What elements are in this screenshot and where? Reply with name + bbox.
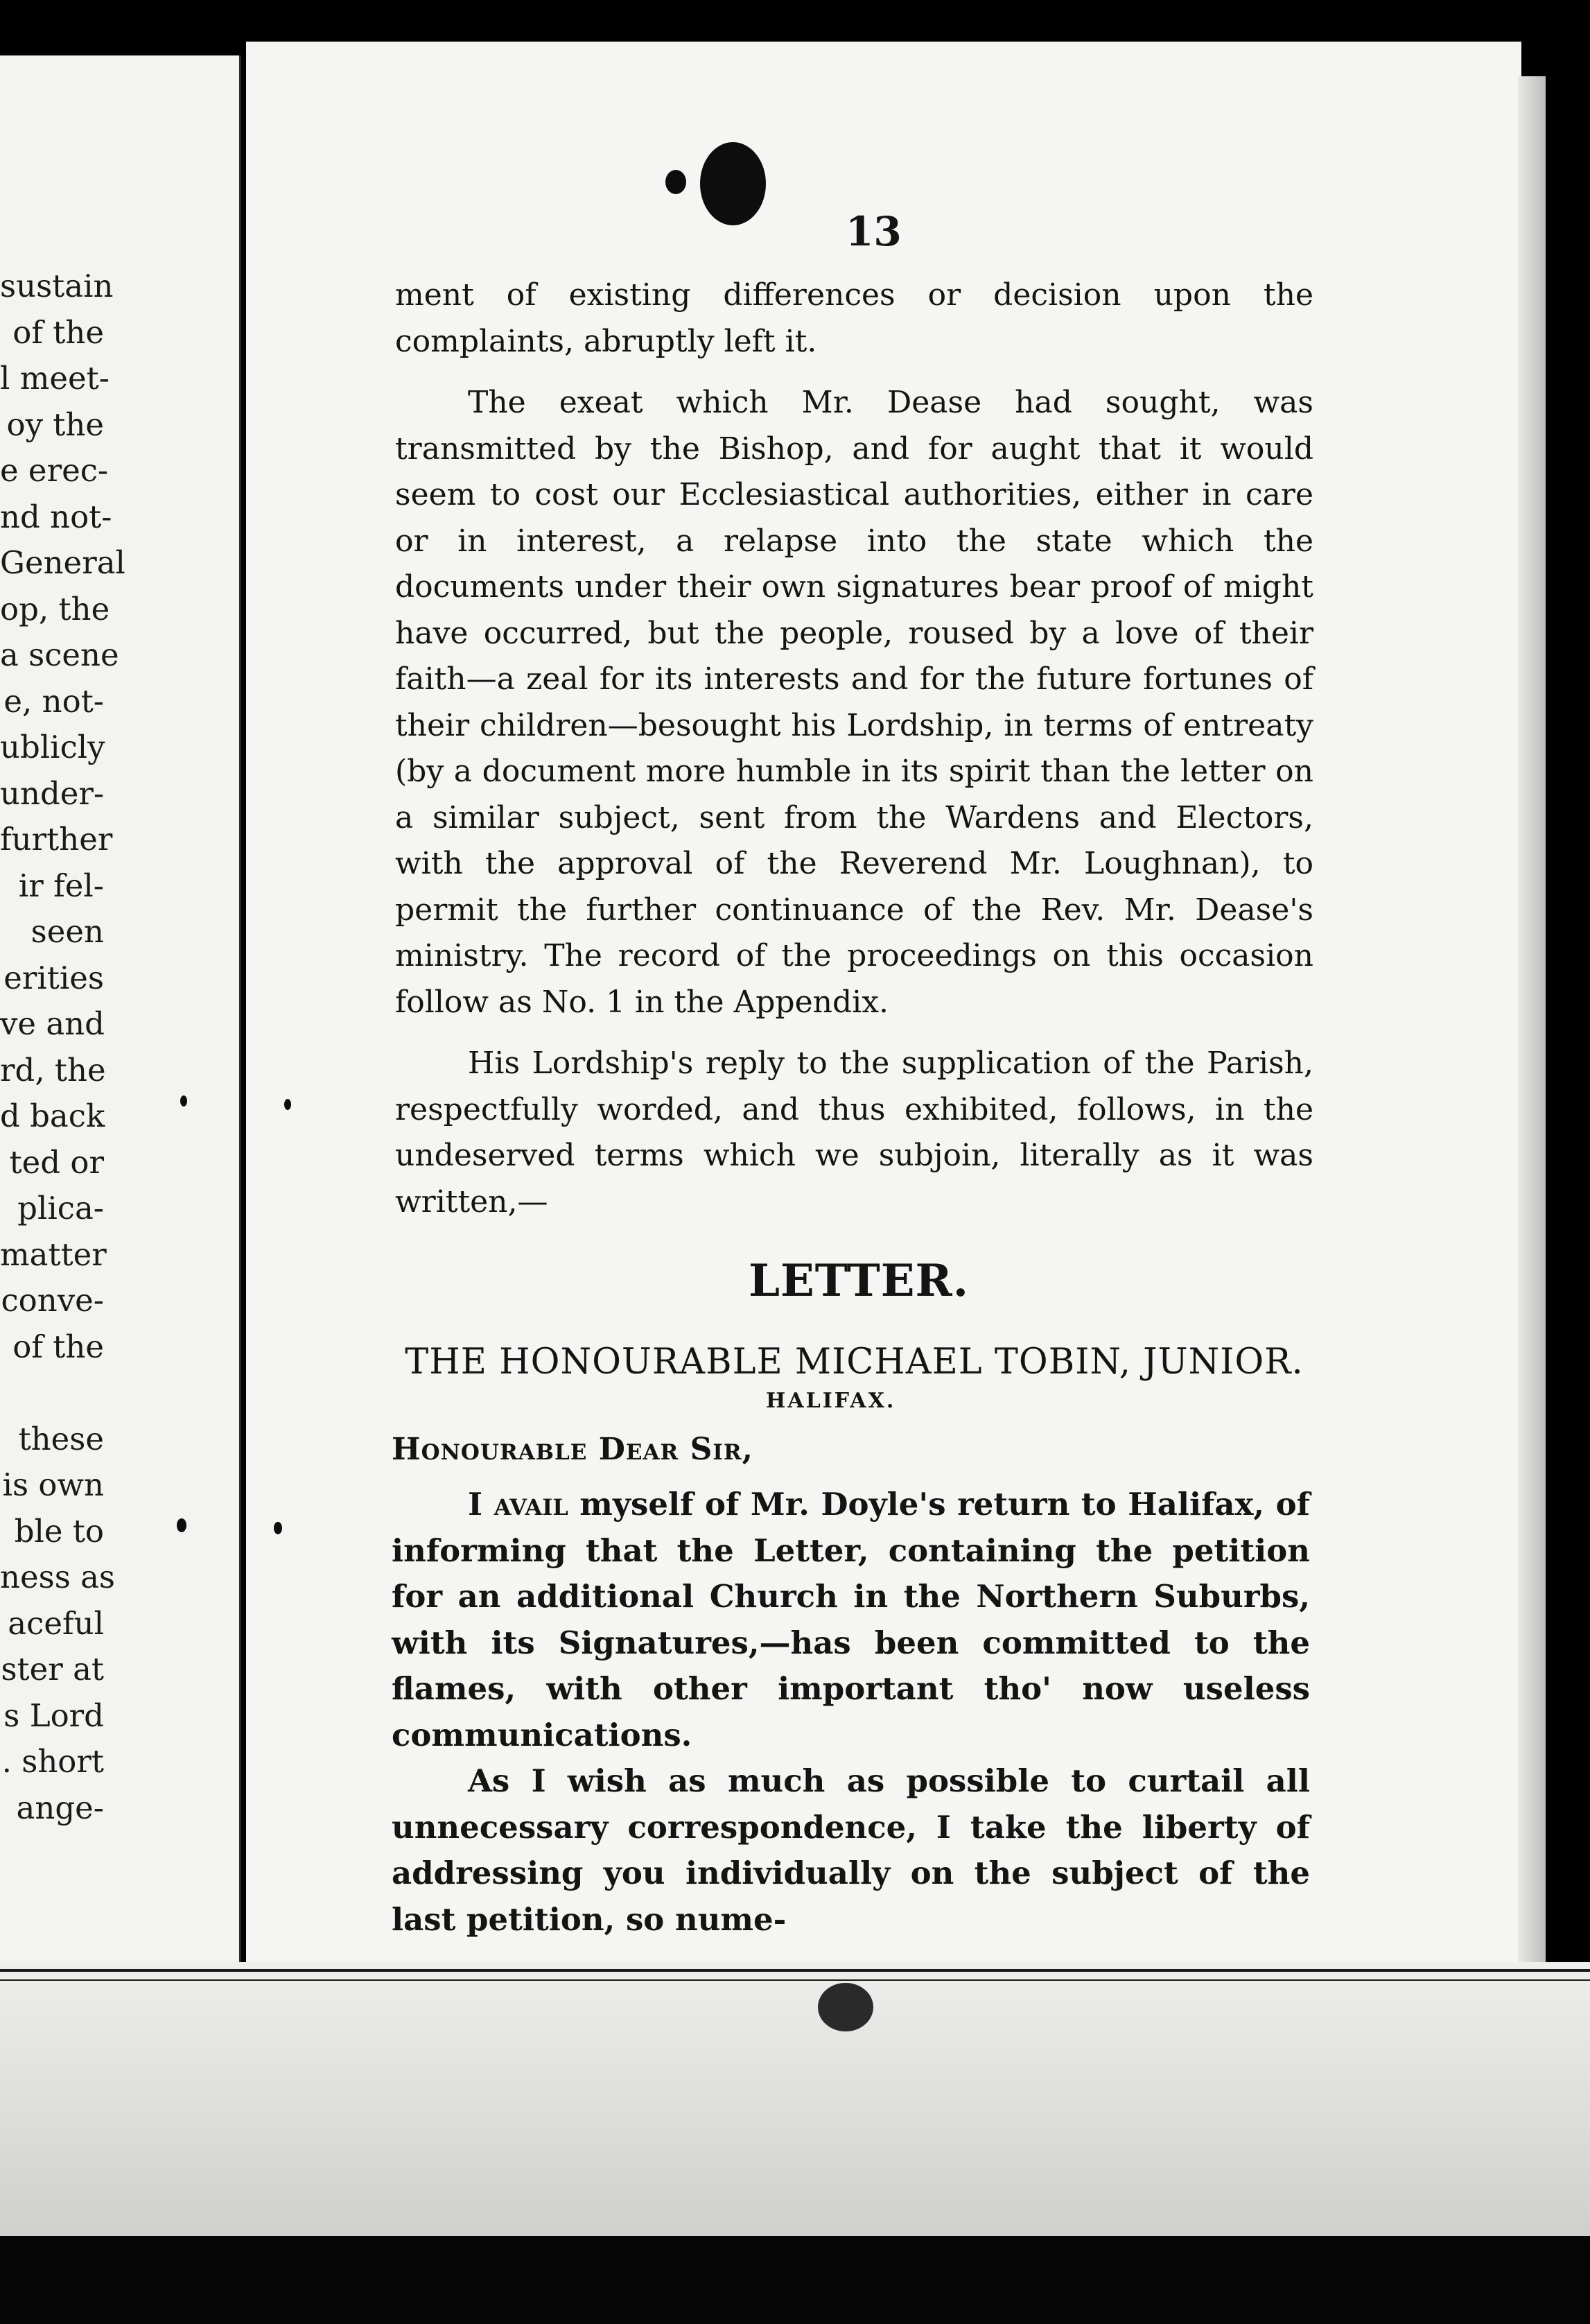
ink-blot xyxy=(700,142,766,225)
letter-salutation: Honourable Dear Sir, xyxy=(392,1432,753,1467)
fragment-line: nd not- xyxy=(0,498,112,535)
paragraph-reply: His Lordship's reply to the supplication of the Parish, respectfully worded, and thus exhibited, follows, in the undeserved terms which we subjoin, literally as it was written,— xyxy=(395,1046,1313,1220)
fragment-line: ange- xyxy=(16,1789,104,1826)
fragment-line: under- xyxy=(0,774,105,812)
fragment-line: e erec- xyxy=(0,452,109,489)
fragment-line: erities xyxy=(3,959,104,996)
letter-lead-words: I avail xyxy=(468,1486,568,1523)
fragment-line: of the xyxy=(12,1328,104,1365)
fragment-line: ster at xyxy=(1,1651,104,1688)
fragment-line: conve- xyxy=(1,1282,104,1319)
ink-speck xyxy=(274,1522,282,1534)
fragment-line: is own xyxy=(2,1466,104,1503)
fragment-line: ness as xyxy=(0,1559,116,1595)
fragment-line: ir fel- xyxy=(18,867,104,904)
ink-speck xyxy=(284,1099,291,1110)
ink-blot-bottom xyxy=(818,1983,873,2031)
facing-page-text xyxy=(0,263,125,1831)
fragment-line: further xyxy=(0,821,113,858)
fragment-line: d back xyxy=(0,1098,105,1134)
fragment-line: . short xyxy=(1,1743,104,1780)
fragment-line: seen xyxy=(30,913,104,950)
fragment-line: these xyxy=(18,1420,104,1457)
fold-rule-thin xyxy=(0,1979,1590,1981)
fragment-line: ve and xyxy=(0,1005,105,1042)
fragment-line: a scene xyxy=(0,636,119,673)
fragment-line: s Lord xyxy=(3,1697,104,1734)
fragment-line: op, the xyxy=(0,590,110,627)
ink-speck xyxy=(177,1518,186,1532)
fragment-line: l meet- xyxy=(0,360,110,397)
lower-margin xyxy=(0,1962,1590,2239)
paragraph-exeat: The exeat which Mr. Dease had sought, was transmitted by the Bishop, and for aught that it would seem to cost our Ecclesiastical authorities, either in care or in interest, a relapse into the state which the documents under their own signatures bear proof of might have occurred, but the people, roused by a love of their faith—a zeal for its interests and for the future fortunes of their children—besought his Lordship, in terms of entreaty (by a document more humble in its spirit than the letter on a similar subject, sent from the Wardens and Electors, with the approval of the Reverend Mr. Loughnan), to permit the further continuance of the Rev. Mr. Dease's ministry. The record of the proceedings on this occasion follow as No. 1 in the Appendix. xyxy=(395,385,1313,1020)
fragment-line: of the xyxy=(12,313,104,351)
fold-rule xyxy=(0,1969,1590,1972)
fragment-line: aceful xyxy=(8,1604,104,1642)
page-edge-right xyxy=(1518,76,1546,2156)
paragraph-continued: ment of existing differences or decision upon the complaints, abruptly left it. xyxy=(395,277,1313,359)
letter-heading: LETTER. xyxy=(749,1255,969,1307)
fragment-line: plica- xyxy=(17,1190,104,1226)
body-text xyxy=(395,272,1313,1225)
letter-paragraph-1-text: myself of Mr. Doyle's return to Halifax, of informing that the Letter, containing the petition for an additional Church in the Northern Suburbs, with its Signatures,—has been committed to the flames, with other important tho' now useless communications. xyxy=(392,1486,1310,1753)
fragment-gap xyxy=(0,1370,104,1416)
letter-paragraph-2: As I wish as much as possible to curtail all unnecessary correspondence, I take the liberty of addressing you individually on the subject of the last petition, so nume- xyxy=(392,1762,1310,1938)
fragment-line: matter xyxy=(0,1235,107,1273)
fragment-line: ted or xyxy=(9,1143,104,1181)
fragment-line: e, not- xyxy=(3,682,104,720)
ink-speck xyxy=(180,1095,187,1107)
letter-place: HALIFAX. xyxy=(766,1389,896,1413)
fragment-line: ble to xyxy=(14,1512,104,1550)
letter-paragraph-1 xyxy=(392,1482,1310,1758)
letter-addressee: THE HONOURABLE MICHAEL TOBIN, JUNIOR. xyxy=(405,1342,1304,1382)
fragment-line: ublicly xyxy=(0,729,105,765)
fragment-line: General xyxy=(0,544,125,581)
page-number: 13 xyxy=(846,208,902,255)
fragment-line: sustain xyxy=(0,268,114,304)
scan-border-bottom xyxy=(0,2236,1590,2324)
letter-body xyxy=(392,1482,1310,1943)
fragment-line: oy the xyxy=(6,406,104,443)
fragment-line: rd, the xyxy=(0,1051,106,1089)
ink-blot xyxy=(665,170,686,194)
